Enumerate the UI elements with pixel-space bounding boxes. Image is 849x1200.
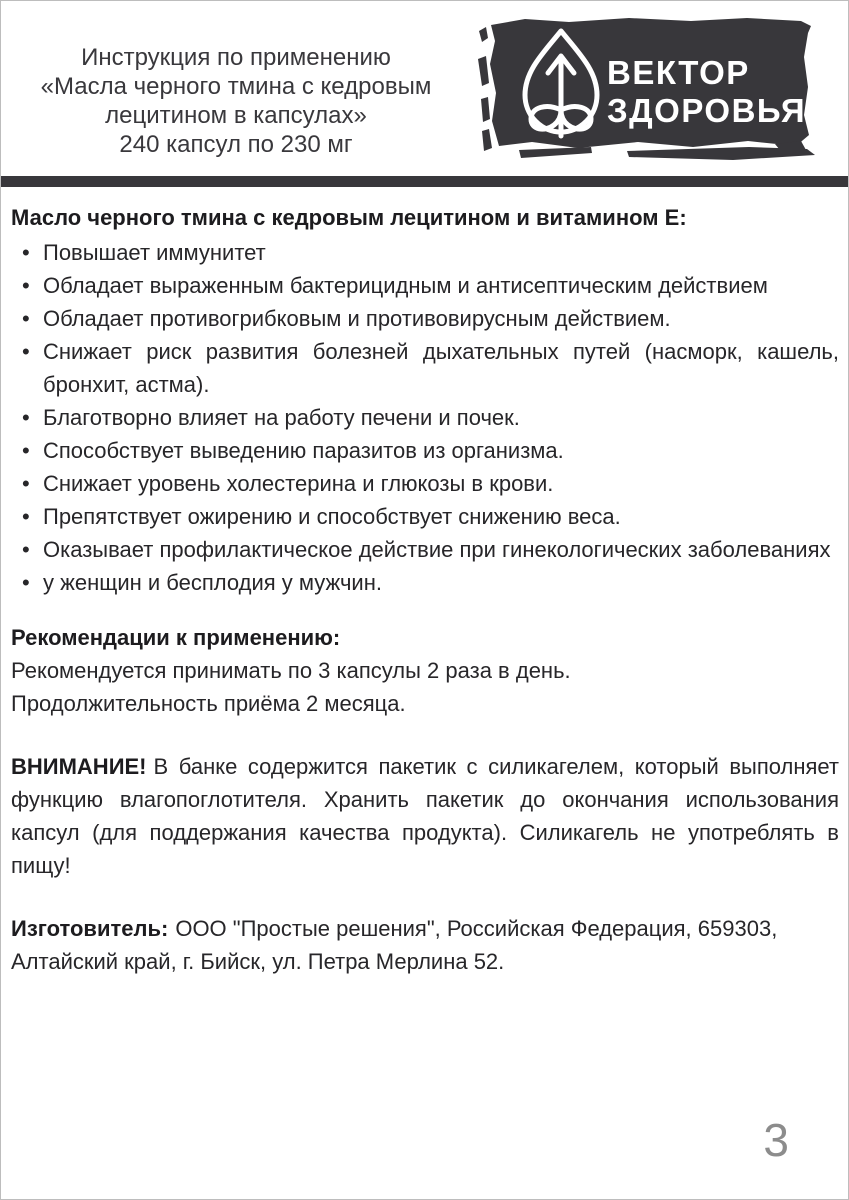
- bullet-marker: [11, 434, 43, 467]
- bullet-marker: [11, 500, 43, 533]
- bullet-marker: [11, 302, 43, 335]
- list-item: [11, 236, 839, 269]
- leaflet-body: [11, 201, 839, 978]
- benefits-list: [11, 236, 839, 599]
- title-line-3: лецитином в капсулах»: [105, 102, 367, 129]
- title-line-4: 240 капсул по 230 мг: [119, 131, 353, 158]
- manufacturer-text: ООО "Простые решения", Российская Федерация, 659303, Алтайский край, г. Бийск, ул. Петра Мерлина 52.: [11, 916, 778, 974]
- title-line-2: «Масла черного тмина с кедровым: [40, 73, 432, 100]
- page-title: [1, 43, 471, 159]
- list-item: [11, 434, 839, 467]
- benefit-text: Способствует выведению паразитов из организма.: [43, 438, 564, 463]
- list-item: [11, 467, 839, 500]
- warning-paragraph: [11, 750, 839, 882]
- bullet-marker: [11, 533, 43, 566]
- benefit-text: Обладает противогрибковым и противовирусным действием.: [43, 306, 671, 331]
- bullet-marker: [11, 335, 43, 401]
- warning-label: ВНИМАНИЕ!: [11, 754, 147, 779]
- list-item: [11, 500, 839, 533]
- benefit-text: Снижает уровень холестерина и глюкозы в крови.: [43, 471, 554, 496]
- logo-text-line-2: ЗДОРОВЬЯ: [607, 92, 807, 129]
- manufacturer-paragraph: [11, 912, 839, 978]
- title-line-1: Инструкция по применению: [81, 44, 391, 71]
- list-item: [11, 269, 839, 302]
- benefit-text: Препятствует ожирению и способствует снижению веса.: [43, 504, 621, 529]
- header-divider-bar: [1, 176, 849, 187]
- bullet-marker: [11, 236, 43, 269]
- benefit-text: Повышает иммунитет: [43, 240, 266, 265]
- bullet-marker: [11, 467, 43, 500]
- benefit-text: Благотворно влияет на работу печени и почек.: [43, 405, 520, 430]
- benefit-text: Оказывает профилактическое действие при гинекологических заболеваниях: [43, 537, 831, 562]
- recommendation-line: Рекомендуется принимать по 3 капсулы 2 раза в день.: [11, 658, 571, 683]
- bullet-marker: [11, 566, 43, 599]
- list-item: [11, 302, 839, 335]
- benefits-heading: Масло черного тмина с кедровым лецитином и витамином Е:: [11, 205, 687, 230]
- warning-text: В банке содержится пакетик с силикагелем, который выполняет функцию влагопоглотителя. Хранить пакетик до окончания использования капсул (для поддержания качества продукта). Силикагель не употреблять в пищу!: [11, 754, 839, 878]
- manufacturer-label: Изготовитель:: [11, 916, 169, 941]
- benefit-text: Снижает риск развития болезней дыхательных путей (насморк, кашель, бронхит, астма).: [43, 339, 839, 397]
- recommendations-heading: Рекомендации к применению:: [11, 625, 341, 650]
- benefit-text: Обладает выраженным бактерицидным и антисептическим действием: [43, 273, 768, 298]
- list-item: [11, 533, 839, 566]
- benefit-text: у женщин и бесплодия у мужчин.: [43, 570, 382, 595]
- bullet-marker: [11, 401, 43, 434]
- recommendation-line: Продолжительность приёма 2 месяца.: [11, 691, 406, 716]
- list-item: [11, 401, 839, 434]
- list-item: [11, 566, 839, 599]
- page-number: 3: [763, 1114, 790, 1166]
- logo-text-line-1: ВЕКТОР: [607, 54, 750, 91]
- list-item: [11, 335, 839, 401]
- brand-logo: [477, 9, 823, 167]
- bullet-marker: [11, 269, 43, 302]
